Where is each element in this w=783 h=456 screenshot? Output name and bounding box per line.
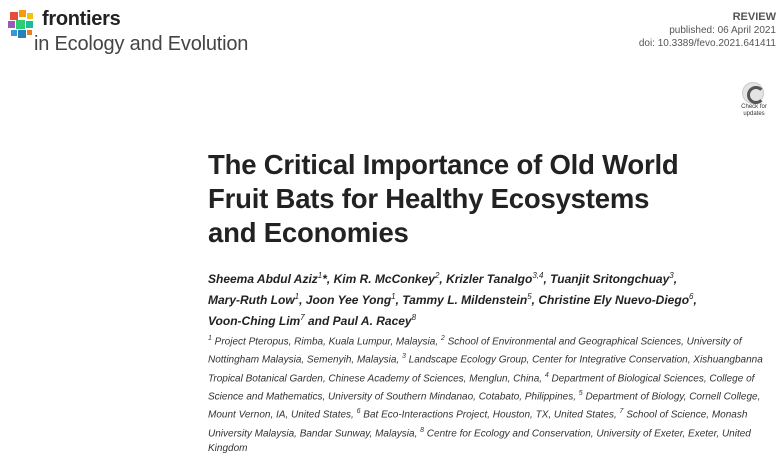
affiliation: Department of Biological Sciences, College of Science and Mathematics, University of Southern Mindanao, Cotabato, Philippines, bbox=[208, 372, 755, 403]
check-updates-icon bbox=[742, 82, 764, 104]
affiliations: $^1$ Project Pteropus, Rimba, Kuala Lumpur, Malaysia, $^2$ School of Environmental and Geographical Sciences, University of Nottingham Malaysia, Semenyih, Malaysia, $^3$ Landscape Ecology Group, Center for Integrative Conservation, Xishuangbanna Tropical Botanical Garden, Chinese Academy of Sciences, Menglun, China, $^4$ Department of Biological Sciences, College of Science and Mathematics, University of Southern Mindanao, Cotabato, Philippines, $^5$ Department of Biology, Cornell College, Mount Vernon, IA, United States, $^6$ Bat Eco-Interactions Project, Houston, TX, United States, $^7$ School of Science, Monash University Malaysia, Bandar Sunway, Malaysia, $^8$ Centre for Ecology and Conservation, University of Exeter, Exeter, United Kingdom bbox=[208, 335, 763, 454]
check-for-updates-button[interactable] bbox=[731, 80, 777, 124]
article-type: REVIEW bbox=[732, 11, 776, 23]
author-line: Sheema Abdul Aziz$^1$*, Kim R. McConkey$^2$, Krizler Tanalgo$^{3,4}$, Tuanjit Sritongchuay$^3$, bbox=[208, 271, 678, 286]
affiliation: School of Science, Monash University Malaysia, Bandar Sunway, Malaysia, bbox=[208, 409, 748, 439]
author-name[interactable]: Tuanjit Sritongchuay bbox=[550, 272, 670, 286]
article-title bbox=[208, 148, 778, 250]
author-name[interactable]: Paul A. Racey bbox=[332, 314, 412, 328]
title-line: Fruit Bats for Healthy Ecosystems bbox=[208, 183, 650, 214]
affiliation: Landscape Ecology Group, Center for Integrative Conservation, Xishuangbanna Tropical Botanical Garden, Chinese Academy of Sciences, Menglun, China, bbox=[208, 354, 763, 384]
affiliation: School of Environmental and Geographical Sciences, University of Nottingham Malaysia, Semenyih, Malaysia, bbox=[208, 336, 742, 366]
author-name[interactable]: Krizler Tanalgo bbox=[446, 272, 533, 286]
brand-name: frontiers bbox=[42, 8, 121, 30]
title-line: and Economies bbox=[208, 217, 409, 248]
author-name[interactable]: Mary-Ruth Low bbox=[208, 293, 295, 307]
published-date: published: 06 April 2021 bbox=[669, 25, 776, 36]
author-name[interactable]: Sheema Abdul Aziz bbox=[208, 272, 318, 286]
doi-link[interactable]: doi: 10.3389/fevo.2021.641411 bbox=[638, 38, 776, 49]
journal-logo[interactable] bbox=[8, 8, 268, 58]
affiliation: Bat Eco-Interactions Project, Houston, TX, United States, bbox=[360, 409, 620, 421]
author-line: Mary-Ruth Low$^1$, Joon Yee Yong$^1$, Tammy L. Mildenstein$^5$, Christine Ely Nuevo-Diego$^6$, bbox=[208, 292, 697, 307]
author-list bbox=[208, 267, 778, 330]
check-updates-label: Check for updates bbox=[741, 104, 767, 117]
author-name[interactable]: Christine Ely Nuevo-Diego bbox=[538, 293, 690, 307]
author-line: Voon-Ching Lim$^7$ and Paul A. Racey$^8$ bbox=[208, 313, 417, 328]
author-name[interactable]: Joon Yee Yong bbox=[305, 293, 392, 307]
author-name[interactable]: Voon-Ching Lim bbox=[208, 314, 301, 328]
title-line: The Critical Importance of Old World bbox=[208, 149, 679, 180]
affiliation: Project Pteropus, Rimba, Kuala Lumpur, Malaysia, bbox=[211, 336, 441, 348]
journal-name: in Ecology and Evolution bbox=[34, 33, 249, 55]
author-name[interactable]: Kim R. McConkey bbox=[333, 272, 435, 286]
affiliation: Centre for Ecology and Conservation, University of Exeter, Exeter, United Kingdom bbox=[208, 427, 751, 454]
affiliation: Department of Biology, Cornell College, Mount Vernon, IA, United States, bbox=[208, 391, 761, 421]
article-meta bbox=[639, 11, 776, 50]
author-name[interactable]: Tammy L. Mildenstein bbox=[402, 293, 528, 307]
